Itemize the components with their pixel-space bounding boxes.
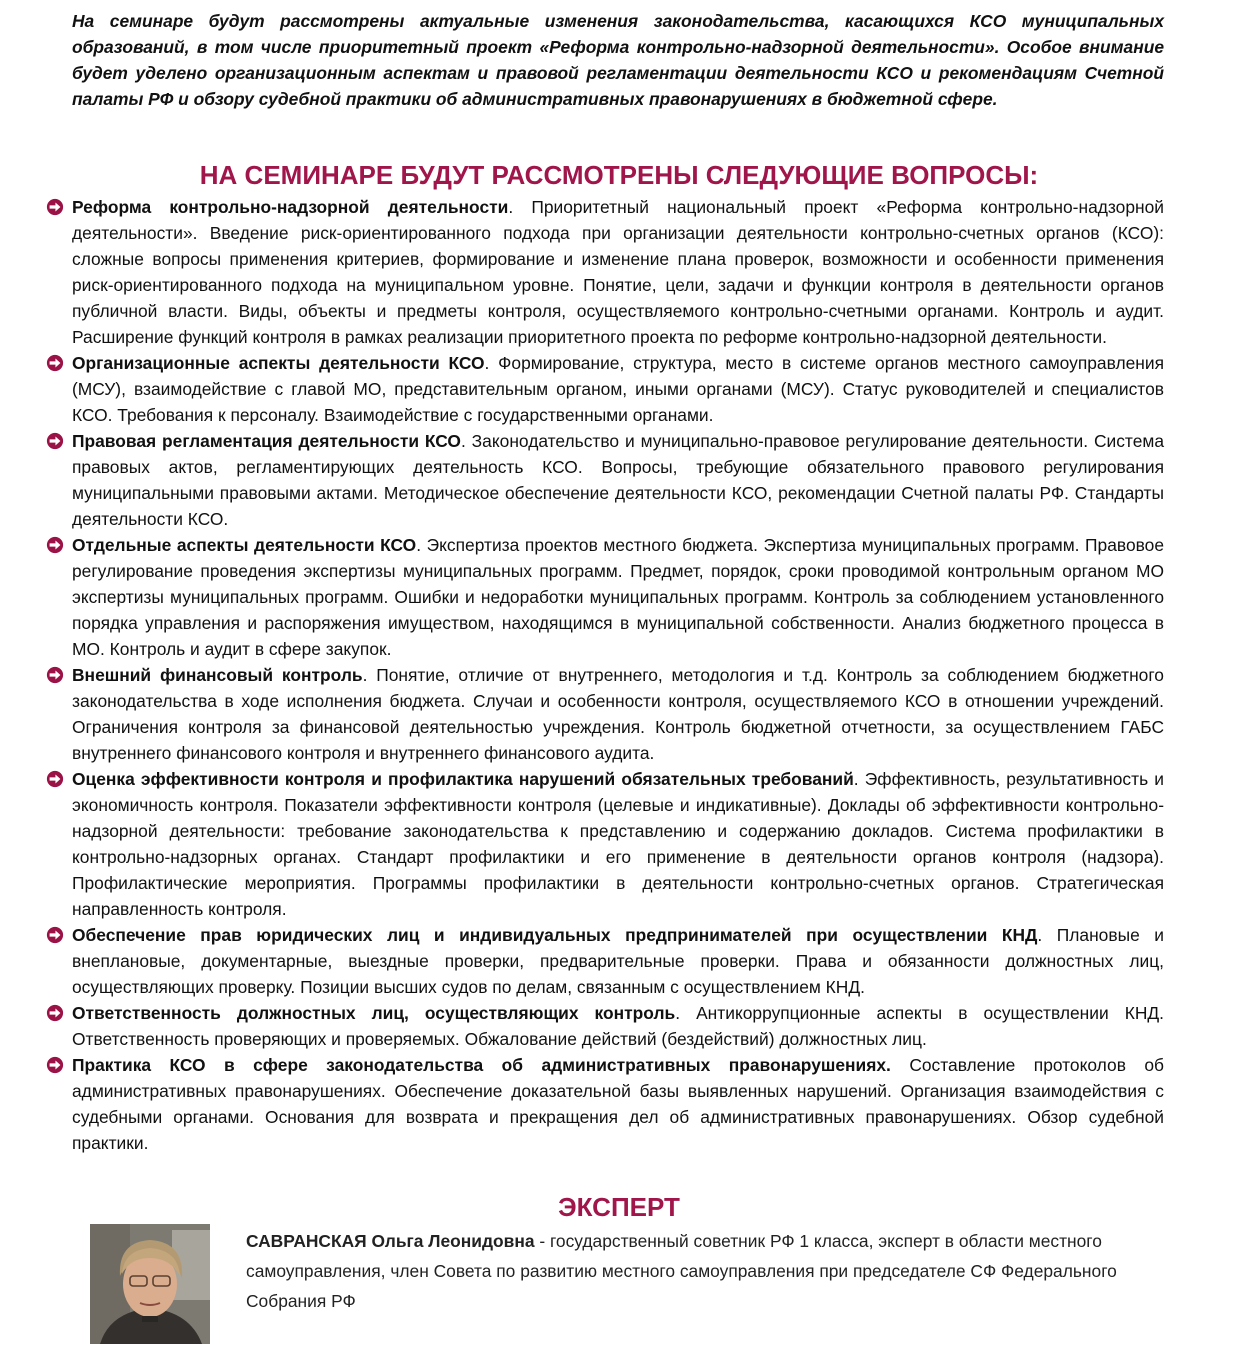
- topic-item: [46, 1052, 1164, 1156]
- topic-item: [46, 194, 1164, 350]
- topic-text: . Понятие, отличие от внутреннего, методология и т.д. Контроль за соблюдением бюджетного законодательства в ходе исполнения бюджета. Случаи и особенности контроля, осуществляемого КСО в отношении учреждений. Ограничения контроля за финансовой деятельностью учреждения. Контроль бюджетной отчетности, за осуществлением ГАБС внутреннего финансового контроля и внутреннего финансового аудита.: [72, 665, 1164, 763]
- topic-title: Реформа контрольно-надзорной деятельности: [72, 197, 509, 217]
- topic-text: . Экспертиза проектов местного бюджета. Экспертиза муниципальных программ. Правовое регулирование проведения экспертизы муниципальных программ. Предмет, порядок, сроки проводимой контрольным органом МО экспертизы муниципальных программ. Ошибки и недоработки муниципальных программ. Контроль за соблюдением установленного порядка управления и распоряжения имуществом, находящимся в муниципальной собственности. Анализ бюджетного процесса в МО. Контроль и аудит в сфере закупок.: [72, 535, 1165, 659]
- topic-item: [46, 922, 1164, 1000]
- topic-title: Практика КСО в сфере законодательства об административных правонарушениях.: [72, 1055, 891, 1075]
- topic-item: [46, 1000, 1164, 1052]
- topic-text: . Формирование, структура, место в системе органов местного самоуправления (МСУ), взаимодействие с главой МО, представительным органом, иными органами (МСУ). Статус руководителей и специалистов КСО. Требования к персоналу. Взаимодействие с государственными органами.: [72, 353, 1164, 425]
- arrow-right-circle-icon: [46, 770, 64, 788]
- topic-title: Организационные аспекты деятельности КСО: [72, 353, 485, 373]
- expert-portrait-image: [90, 1224, 210, 1344]
- expert-description: - государственный советник РФ 1 класса, эксперт в области местного самоуправления, член Совета по развитию местного самоуправления при председателе СФ Федерального Собрания РФ: [246, 1231, 1117, 1311]
- arrow-right-circle-icon: [46, 666, 64, 684]
- topic-item: [46, 662, 1164, 766]
- arrow-right-circle-icon: [46, 926, 64, 944]
- topic-title: Внешний финансовый контроль: [72, 665, 363, 685]
- arrow-right-circle-icon: [46, 432, 64, 450]
- topic-title: Обеспечение прав юридических лиц и индивидуальных предпринимателей при осуществлении КНД: [72, 925, 1038, 945]
- topic-text: . Плановые и внеплановые, документарные, выездные проверки, предварительные проверки. Права и обязанности должностных лиц, осуществляющих проверку. Позиции высших судов по делам, связанным с осуществлением КНД.: [72, 925, 1164, 997]
- topic-title: Правовая регламентация деятельности КСО: [72, 431, 461, 451]
- expert-heading: ЭКСПЕРТ: [558, 1192, 680, 1222]
- topic-text: . Антикоррупционные аспекты в осуществлении КНД. Ответственность проверяющих и проверяемых. Обжалование действий (бездействий) должностных лиц.: [72, 1003, 1164, 1049]
- topic-item: [46, 350, 1164, 428]
- topics-heading: НА СЕМИНАРЕ БУДУТ РАССМОТРЕНЫ СЛЕДУЮЩИЕ ВОПРОСЫ:: [199, 160, 1039, 190]
- topic-item: [46, 532, 1164, 662]
- topic-title: Ответственность должностных лиц, осуществляющих контроль: [72, 1003, 676, 1023]
- topic-item: [46, 428, 1164, 532]
- topic-text: . Приоритетный национальный проект «Реформа контрольно-надзорной деятельности». Введение риск-ориентированного подхода при организации деятельности контрольно-счетных органов (КСО): сложные вопросы применения критериев, формирование и изменение плана проверок, возможности и особенности применения риск-ориентированного подхода на муниципальном уровне. Понятие, цели, задачи и функции контроля в деятельности органов публичной власти. Виды, объекты и предметы контроля, осуществляемого контрольно-счетными органами. Контроль и аудит. Расширение функций контроля в рамках реализации приоритетного проекта по реформе контрольно-надзорной деятельности.: [72, 197, 1164, 347]
- arrow-right-circle-icon: [46, 198, 64, 216]
- arrow-right-circle-icon: [46, 1056, 64, 1074]
- arrow-right-circle-icon: [46, 536, 64, 554]
- topic-text: Составление протоколов об административных правонарушениях. Обеспечение доказательной базы выявленных нарушений. Организация взаимодействия с судебными органами. Основания для возврата и прекращения дел об административных правонарушениях. Обзор судебной практики.: [72, 1055, 1165, 1153]
- arrow-right-circle-icon: [46, 1004, 64, 1022]
- topics-list: [46, 194, 1164, 1156]
- topic-text: . Законодательство и муниципально-правовое регулирование деятельности. Система правовых актов, регламентирующих деятельность КСО. Вопросы, требующие обязательного правового регулирования муниципальными правовыми актами. Методическое обеспечение деятельности КСО, рекомендации Счетной палаты РФ. Стандарты деятельности КСО.: [72, 431, 1164, 529]
- expert-photo: [90, 1224, 210, 1344]
- expert-name: САВРАНСКАЯ Ольга Леонидовна: [246, 1231, 535, 1251]
- topic-title: Отдельные аспекты деятельности КСО: [72, 535, 417, 555]
- topic-item: [46, 766, 1164, 922]
- arrow-right-circle-icon: [46, 354, 64, 372]
- expert-info: [246, 1226, 1152, 1316]
- intro-paragraph: На семинаре будут рассмотрены актуальные изменения законодательства, касающихся КСО муниципальных образований, в том числе приоритетный проект «Реформа контрольно-надзорной деятельности». Особое внимание будет уделено организационным аспектам и правовой регламентации деятельности КСО и рекомендациям Счетной палаты РФ и обзору судебной практики об административных правонарушениях в бюджетной сфере.: [72, 11, 1164, 109]
- topic-text: . Эффективность, результативность и экономичность контроля. Показатели эффективности контроля (целевые и индикативные). Доклады об эффективности контрольно-надзорной деятельности: требование законодательства к представлению и содержанию докладов. Система профилактики в контрольно-надзорных органах. Стандарт профилактики и его применение в деятельности органов контроля (надзора). Профилактические мероприятия. Программы профилактики в деятельности контрольно-счетных органов. Стратегическая направленность контроля.: [72, 769, 1165, 919]
- topic-title: Оценка эффективности контроля и профилактика нарушений обязательных требований: [72, 769, 854, 789]
